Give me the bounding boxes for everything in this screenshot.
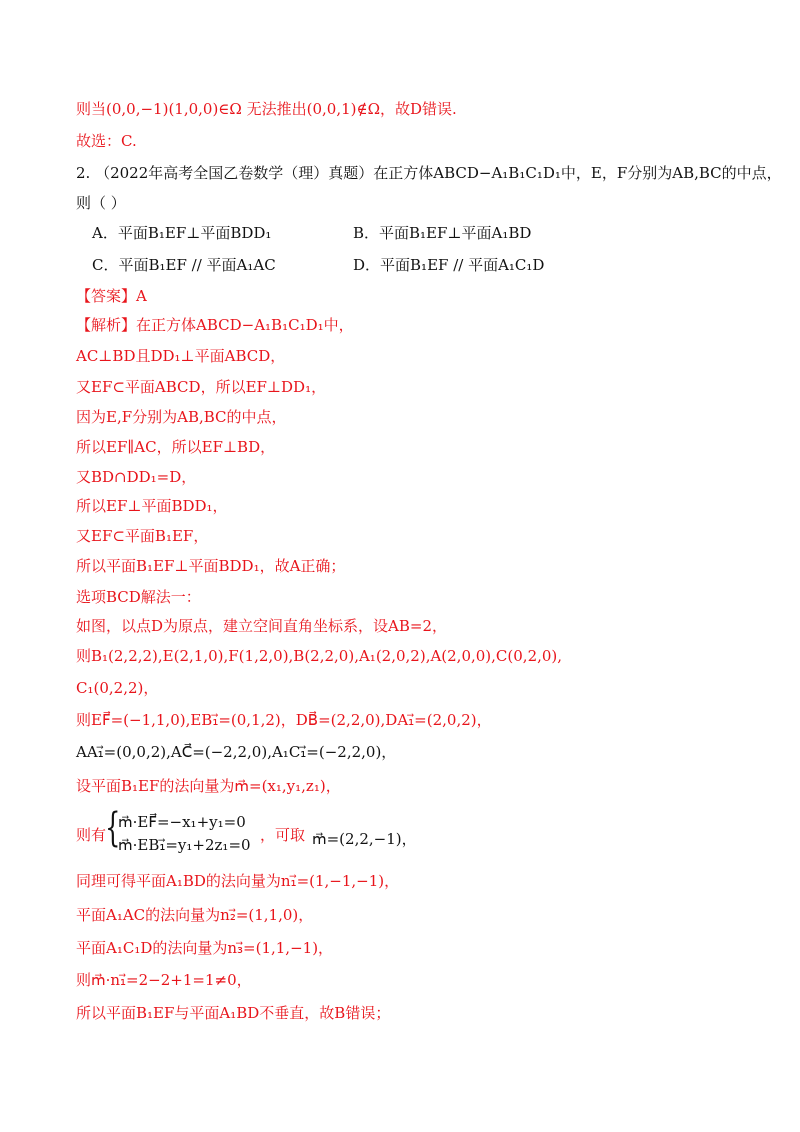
question-stem-cont: 则（ ） — [76, 194, 126, 212]
analysis-line: 则m⃗·n₁⃗=2−2+1=1≠0， — [76, 971, 252, 989]
analysis-line: 则B₁(2,2,2),E(2,1,0),F(1,2,0),B(2,2,0),A₁(2,0,2),A(2,0,0),C(0,2,0), — [76, 647, 563, 665]
system-brace: { — [105, 805, 121, 851]
equation-line: m⃗·EF⃗=−x₁+y₁=0 — [118, 813, 246, 831]
equation-line: m⃗=(2,2,−1)， — [312, 830, 417, 848]
option-a: A．平面B₁EF⊥平面BDD₁ — [92, 224, 272, 242]
analysis-line: 又EF⊂平面ABCD，所以EF⊥DD₁， — [76, 378, 327, 396]
analysis-line: 又EF⊂平面B₁EF， — [76, 527, 209, 545]
text-line: 则当(0,0,−1)(1,0,0)∈Ω 无法推出(0,0,1)∉Ω，故D错误. — [76, 100, 457, 118]
analysis-line: 如图，以点D为原点，建立空间直角坐标系，设AB=2， — [76, 617, 447, 635]
analysis-line: 选项BCD解法一： — [76, 588, 201, 606]
analysis-line: 则有 — [76, 826, 107, 844]
option-d: D．平面B₁EF // 平面A₁C₁D — [353, 256, 545, 274]
analysis-line: 设平面B₁EF的法向量为m⃗=(x₁,y₁,z₁)， — [76, 777, 341, 795]
analysis-line: 又BD∩DD₁=D， — [76, 468, 197, 486]
analysis-line: 平面A₁AC的法向量为n₂⃗=(1,1,0)， — [76, 906, 314, 924]
analysis-line: ，可取 — [260, 826, 306, 844]
analysis-line: C₁(0,2,2)， — [76, 679, 159, 697]
analysis-line: 因为E,F分别为AB,BC的中点， — [76, 408, 287, 426]
text-line: 故选：C. — [76, 132, 137, 150]
answer-line: 【答案】A — [76, 287, 147, 305]
equation-line: m⃗·EB₁⃗=y₁+2z₁=0 — [118, 836, 251, 854]
option-b: B．平面B₁EF⊥平面A₁BD — [353, 224, 532, 242]
analysis-line: AA₁⃗=(0,0,2),AC⃗=(−2,2,0),A₁C₁⃗=(−2,2,0)， — [76, 743, 397, 761]
analysis-line: 则EF⃗=(−1,1,0),EB₁⃗=(0,1,2)，DB⃗=(2,2,0),DA₁⃗=(2,0,2)， — [76, 711, 492, 729]
analysis-line: 所以EF∥AC，所以EF⊥BD， — [76, 438, 276, 456]
analysis-line: AC⊥BD且DD₁⊥平面ABCD， — [76, 347, 286, 365]
analysis-line: 平面A₁C₁D的法向量为n₃⃗=(1,1,−1)， — [76, 939, 334, 957]
analysis-line: 所以平面B₁EF与平面A₁BD不垂直，故B错误； — [76, 1004, 391, 1022]
analysis-line: 所以EF⊥平面BDD₁， — [76, 497, 228, 515]
analysis-line: 同理可得平面A₁BD的法向量为n₁⃗=(1,−1,−1)， — [76, 872, 400, 890]
analysis-line: 【解析】在正方体ABCD−A₁B₁C₁D₁中， — [76, 316, 354, 334]
question-stem: 2. （2022年高考全国乙卷数学（理）真题）在正方体ABCD−A₁B₁C₁D₁中，E，F分别为AB,BC的中点， — [76, 164, 782, 182]
analysis-line: 所以平面B₁EF⊥平面BDD₁，故A正确； — [76, 557, 346, 575]
option-c: C．平面B₁EF // 平面A₁AC — [92, 256, 276, 274]
